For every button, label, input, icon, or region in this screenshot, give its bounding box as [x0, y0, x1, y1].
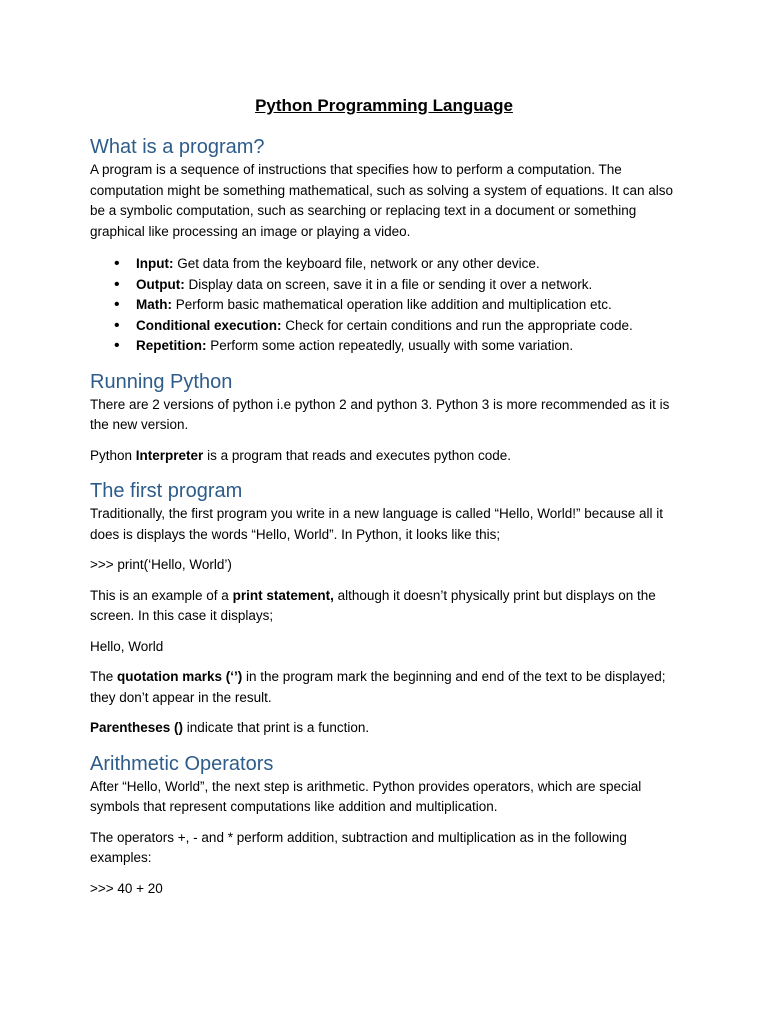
bold-term: print statement, — [232, 587, 334, 603]
paragraph-arithmetic-intro: After “Hello, World”, the next step is arithmetic. Python provides operators, which are special symbols that represent computations like addition and multiplication. — [90, 778, 642, 814]
text-span: Python — [90, 447, 136, 463]
list-item — [114, 295, 682, 316]
list-item — [114, 316, 682, 337]
text-span: in the program mark the beginning and end of the text to be displayed; they don’t appear in the result. — [90, 669, 666, 705]
bold-term: quotation marks (‘’) — [117, 669, 243, 684]
list-item-term: Input: — [136, 256, 174, 271]
paragraph-parentheses — [90, 718, 682, 739]
paragraph-quotation-marks — [90, 667, 682, 708]
paragraph-program-definition: A program is a sequence of instructions that specifies how to perform a computation. The computation might be something mathematical, such as solving a system of equations. It can also be a symbolic computation, such as searching or replacing text in a document or something graphical like processing an image or playing a video. — [90, 162, 674, 239]
heading-what-is-a-program: What is a program? — [90, 136, 265, 158]
list-item-text: Display data on screen, save it in a file or sending it over a network. — [184, 276, 593, 292]
list-item-term: Conditional execution: — [136, 317, 282, 333]
text-span: although it doesn’t physically print but displays on the screen. In this case it displays; — [90, 587, 656, 623]
text-span: indicate that print is a function. — [183, 720, 370, 735]
document-title: Python Programming Language — [255, 96, 513, 115]
heading-first-program: The first program — [90, 480, 243, 502]
list-item-term: Output: — [136, 276, 185, 292]
paragraph-interpreter — [90, 446, 682, 467]
text-span: is a program that reads and executes python code. — [203, 447, 511, 463]
paragraph-python-versions: There are 2 versions of python i.e python 2 and python 3. Python 3 is more recommended as it is the new version. — [90, 396, 670, 432]
bold-term: Interpreter — [135, 447, 204, 463]
list-item — [114, 336, 682, 357]
list-item-text: Perform some action repeatedly, usually with some variation. — [206, 338, 574, 353]
paragraph-operators: The operators +, - and * perform addition, subtraction and multiplication as in the following examples: — [90, 829, 627, 865]
bold-term: Parentheses () — [90, 720, 184, 735]
document-body — [90, 134, 682, 899]
list-item — [114, 275, 682, 296]
code-addition-example: >>> 40 + 20 — [90, 880, 163, 896]
program-functions-list — [90, 254, 682, 357]
list-item-term: Math: — [136, 297, 172, 312]
text-span: This is an example of a — [90, 587, 233, 603]
heading-arithmetic-operators: Arithmetic Operators — [90, 752, 274, 775]
heading-running-python: Running Python — [90, 370, 233, 393]
code-print-example: >>> print(‘Hello, World’) — [90, 557, 232, 572]
list-item-text: Get data from the keyboard file, network or any other device. — [173, 256, 540, 271]
list-item-term: Repetition: — [136, 338, 207, 353]
list-item-text: Perform basic mathematical operation like addition and multiplication etc. — [172, 297, 612, 312]
list-item-text: Check for certain conditions and run the appropriate code. — [281, 317, 633, 333]
text-span: The — [90, 669, 118, 684]
paragraph-print-statement — [90, 586, 682, 627]
program-output: Hello, World — [90, 638, 164, 654]
list-item — [114, 254, 682, 275]
paragraph-hello-world-intro: Traditionally, the first program you write in a new language is called “Hello, World!” because all it does is displays the words “Hello, World”. In Python, it looks like this; — [90, 506, 664, 542]
